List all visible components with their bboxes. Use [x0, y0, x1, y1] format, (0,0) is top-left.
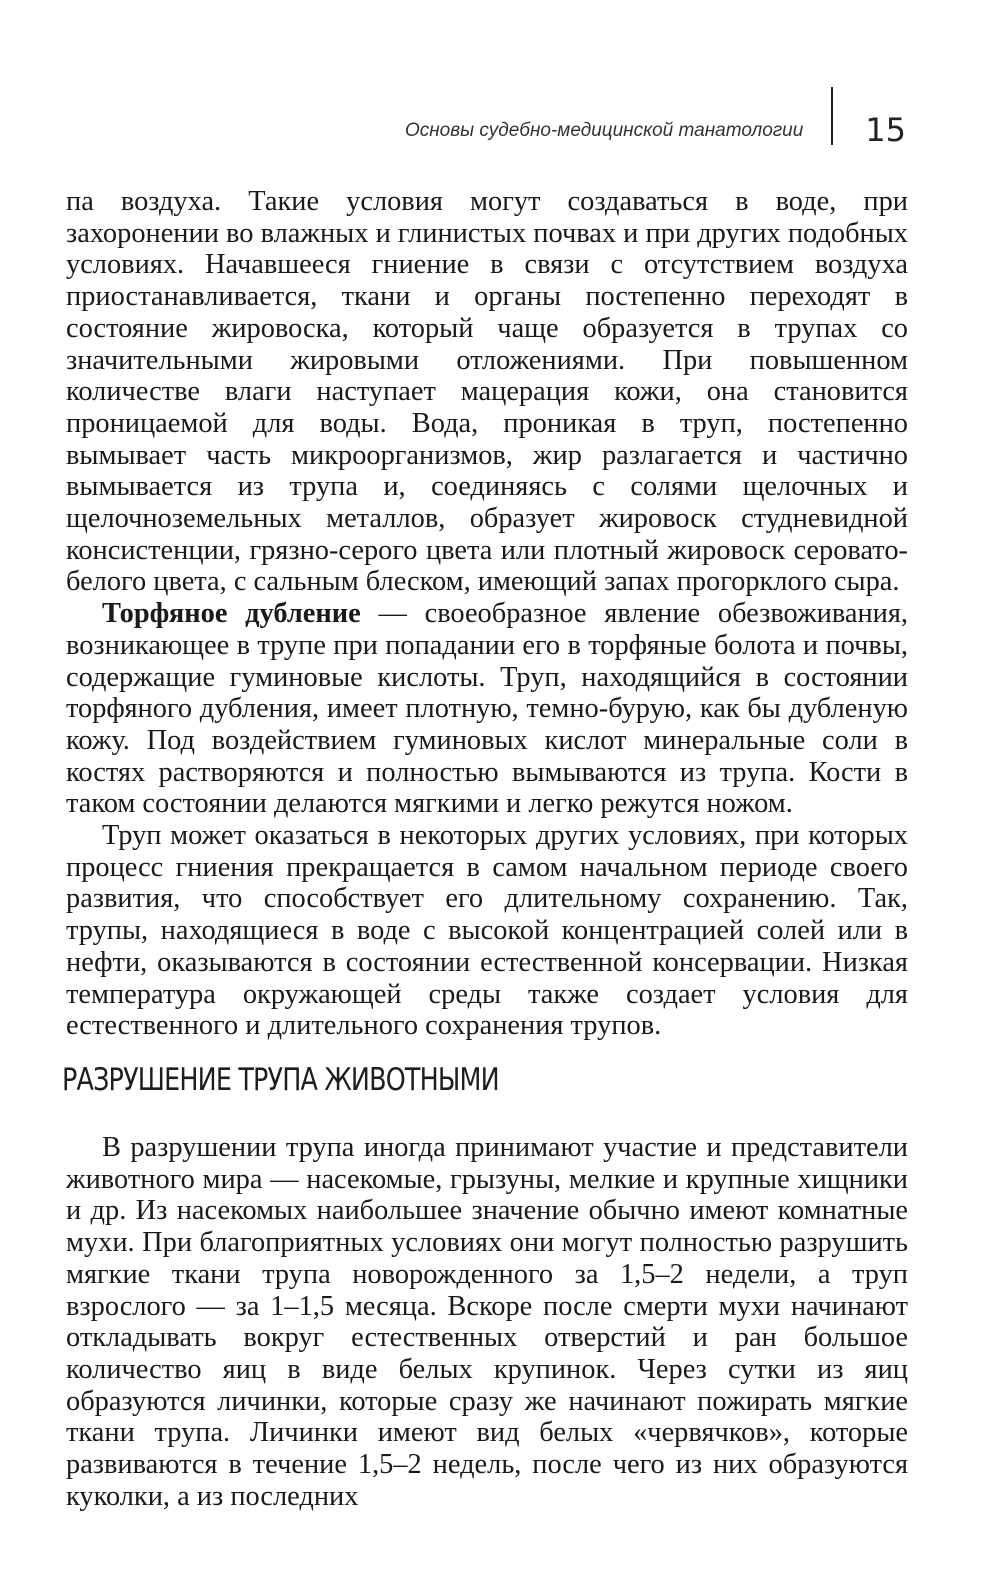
body-text-bottom	[66, 1132, 908, 1512]
paragraph-peat-tanning	[66, 598, 908, 820]
body-text-top	[66, 186, 908, 1042]
paragraph-animals: В разрушении трупа иногда принимают участие и представители животного мира — насекомые, грызуны, мелкие и крупные хищники и др. Из насекомых наибольшее значение обычно имеют комнатные мухи. При благоприятных условиях они могут полностью разрушить мягкие ткани трупа новорожденного за 1,5–2 недели, а труп взрослого — за 1–1,5 месяца. Вскоре после смерти мухи начинают откладывать вокруг естественных отверстий и ран большое количество яиц в виде белых крупинок. Через сутки из яиц образуются личинки, которые сразу же начинают пожирать мягкие ткани трупа. Личинки имеют вид белых «червячков», которые развиваются в течение 1,5–2 недель, после чего из них образуются куколки, а из последних	[66, 1132, 908, 1512]
page-number: 15	[865, 111, 906, 149]
running-title: Основы судебно-медицинской танатологии	[404, 120, 804, 141]
header-divider	[831, 87, 833, 145]
paragraph-other-conditions: Труп может оказаться в некоторых других условиях, при которых процесс гниения прекращается в самом начальном периоде своего развития, что способствует его длительному сохранению. Так, трупы, находящиеся в воде с высокой концентрацией солей или в нефти, оказываются в состоянии естественной консервации. Низкая температура окружающей среды также создает условия для естественного и длительного сохранения трупов.	[66, 820, 908, 1042]
paragraph-continuation: па воздуха. Такие условия могут создаваться в воде, при захоронении во влажных и глинистых почвах и при других подобных условиях. Начавшееся гниение в связи с отсутствием воздуха приостанавливается, ткани и органы постепенно переходят в состояние жировоска, который чаще образуется в трупах со значительными жировыми отложениями. При повышенном количестве влаги наступает мацерация кожи, она становится проницаемой для воды. Вода, проникая в труп, постепенно вымывает часть микроорганизмов, жир разлагается и частично вымывается из трупа и, соединяясь с солями щелочных и щелочноземельных металлов, образует жировоск студневидной консистенции, грязно-серого цвета или плотный жировоск серовато-белого цвета, с сальным блеском, имеющий запах прогорклого сыра.	[66, 186, 908, 598]
running-header	[405, 104, 906, 148]
term-peat-tanning: Торфяное дубление	[102, 598, 361, 630]
section-heading: РАЗРУШЕНИЕ ТРУПА ЖИВОТНЫМИ	[62, 1062, 499, 1098]
peat-tanning-text: — своеобразное явление обезвоживания, возникающее в трупе при попадании его в торфяные болота и почвы, содержащие гуминовые кислоты. Труп, находящийся в состоянии торфяного дубления, имеет плотную, темно-бурую, как бы дубленую кожу. Под воздействием гуминовых кислот минеральные соли в костях растворяются и полностью вымываются из трупа. Кости в таком состоянии делаются мягкими и легко режутся ножом.	[66, 598, 908, 820]
